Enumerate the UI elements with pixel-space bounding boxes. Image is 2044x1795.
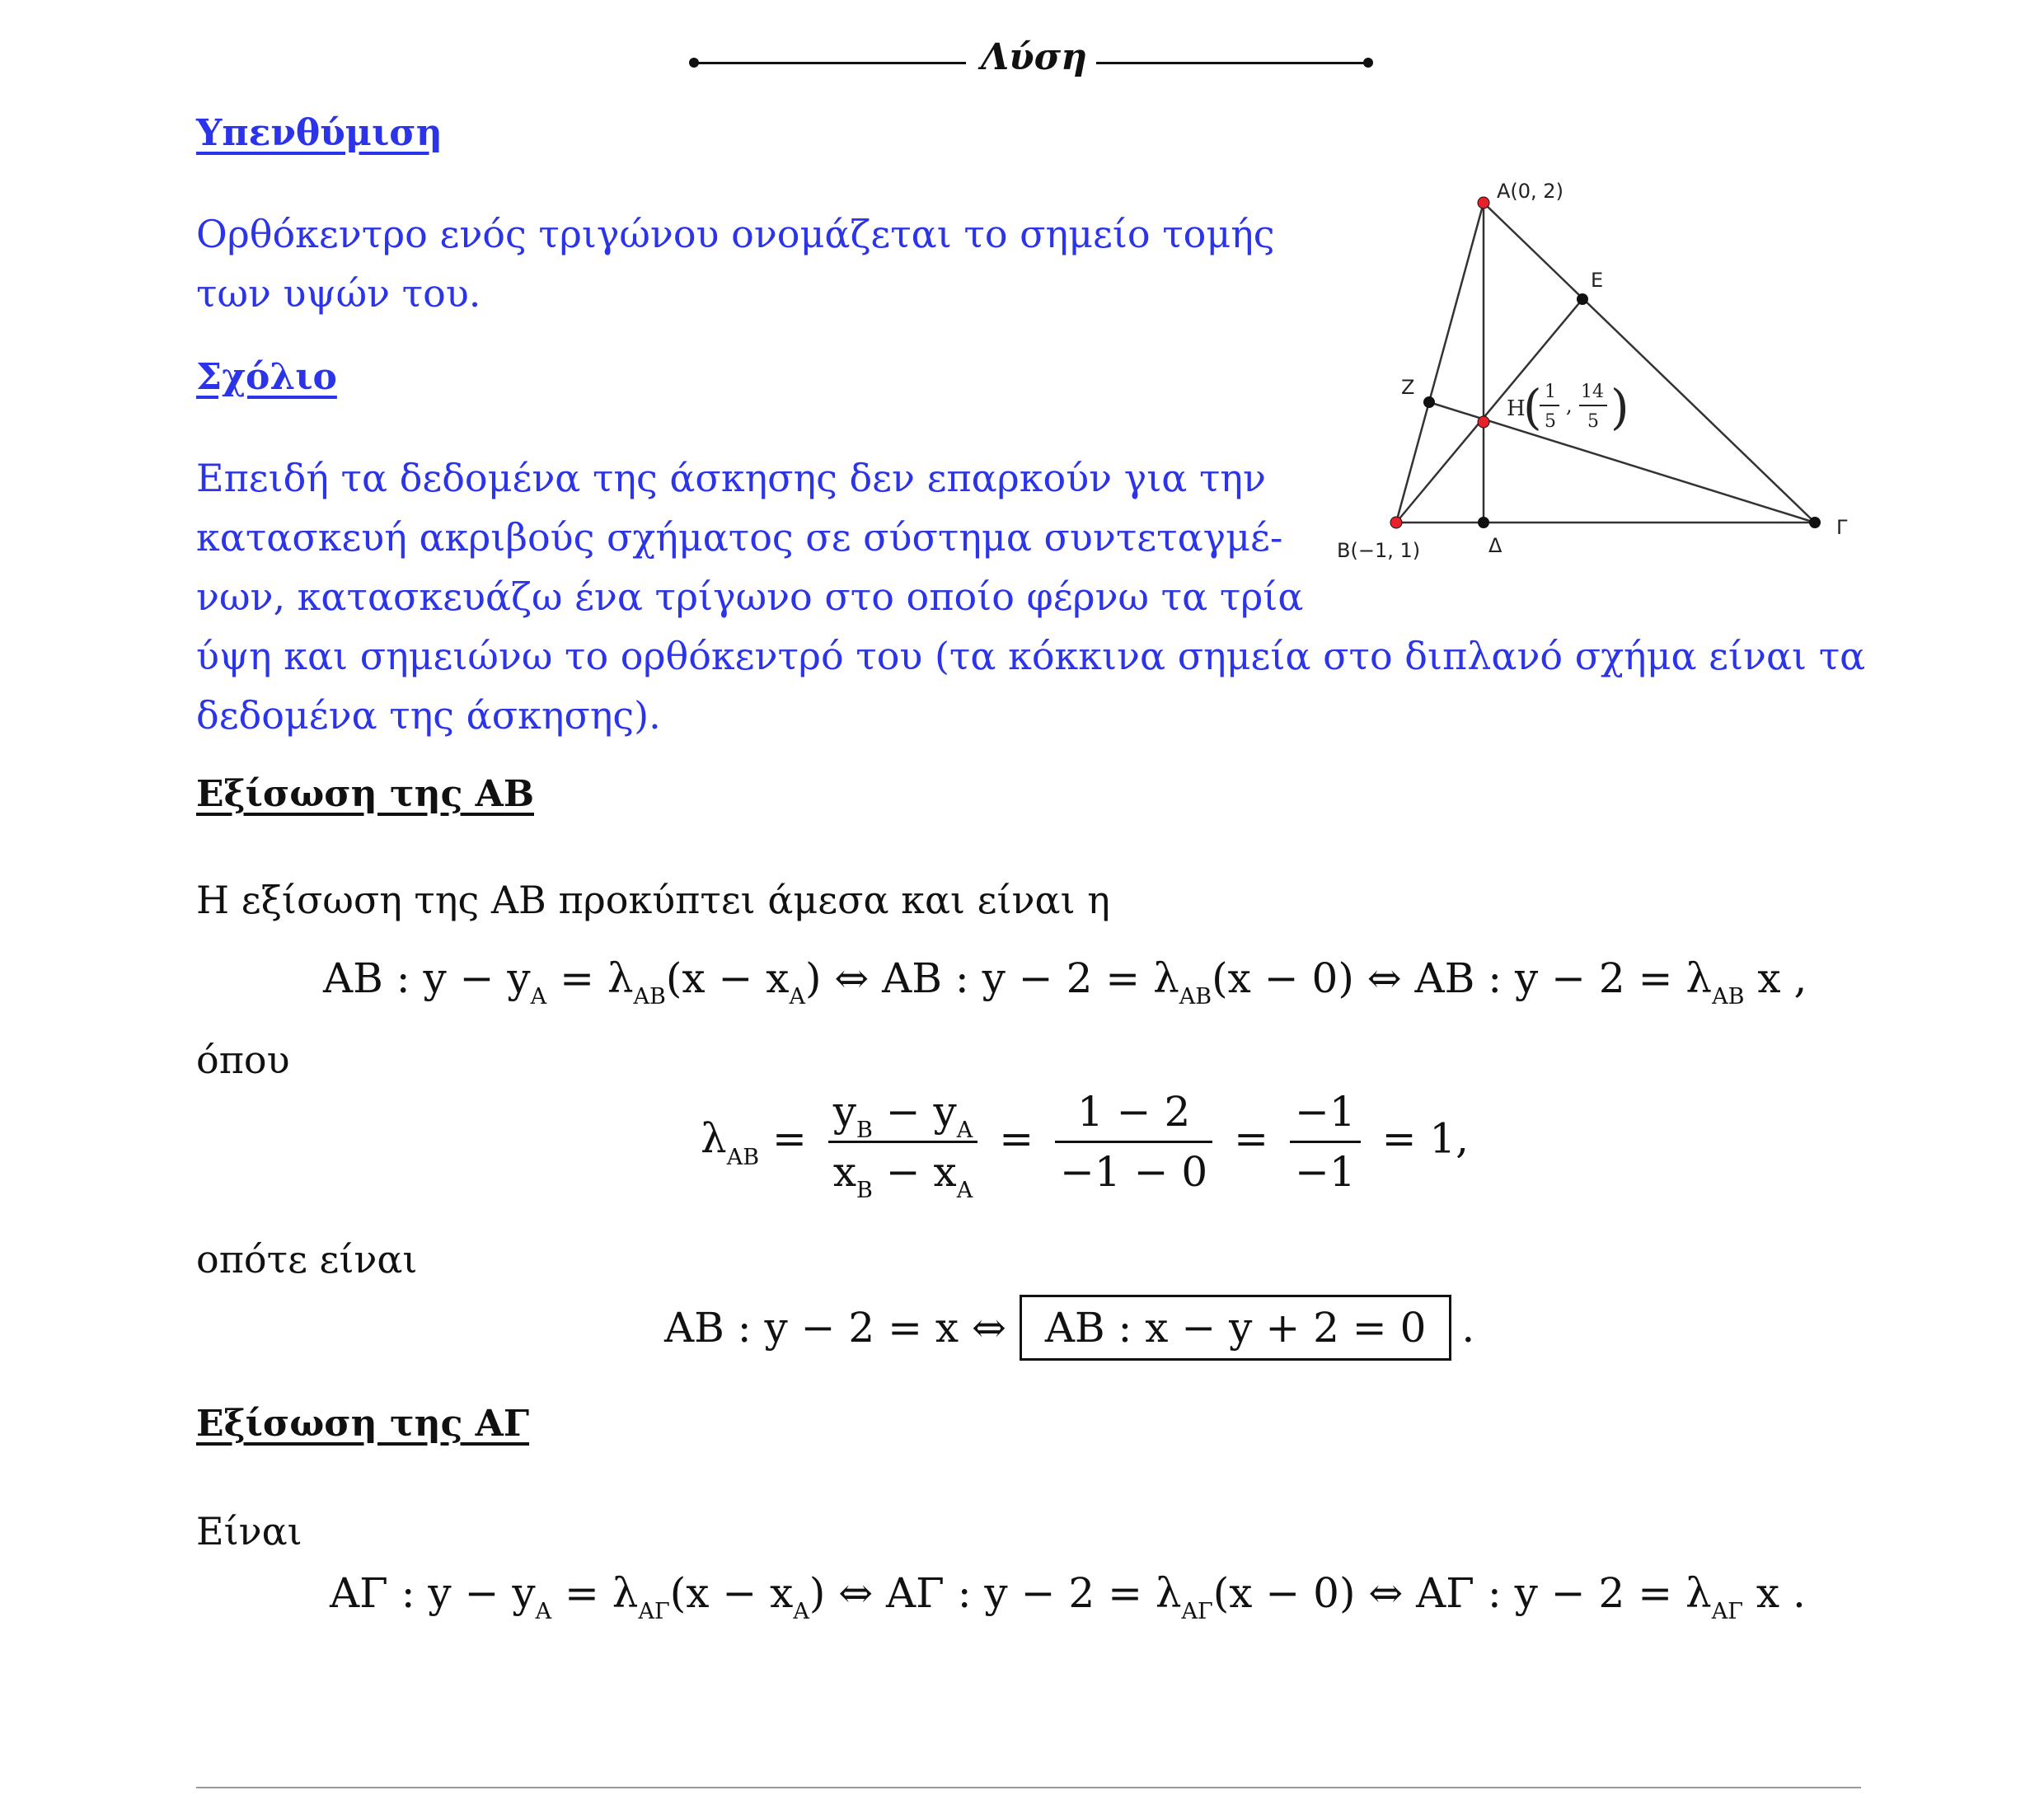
point-a xyxy=(1478,197,1489,209)
reminder-line-1: Ορθόκεντρο ενός τριγώνου ονομάζεται το σημείο τομής xyxy=(196,212,1275,256)
label-h-x-num: 1 xyxy=(1545,382,1556,402)
title-left-rule xyxy=(694,62,966,64)
label-a: A(0, 2) xyxy=(1497,180,1563,203)
section-ab-heading: Εξίσωση της ΑΒ xyxy=(196,773,535,815)
point-z xyxy=(1423,396,1435,408)
comment-heading: Σχόλιο xyxy=(196,356,337,398)
point-g xyxy=(1809,517,1821,528)
point-b xyxy=(1390,517,1402,528)
label-h: H xyxy=(1507,396,1526,421)
reminder-line-2: των υψών του. xyxy=(196,271,481,316)
section-ab-intro: Η εξίσωση της ΑΒ προκύπτει άμεσα και είναι η xyxy=(196,878,1110,922)
section-ag-heading: Εξίσωση της ΑΓ xyxy=(196,1403,530,1445)
slope-fraction-1-num: $y_B - y_A$ xyxy=(828,1088,978,1143)
slope-fraction-3-num: −1 xyxy=(1290,1088,1361,1143)
where-text: όπου xyxy=(196,1038,290,1082)
slope-fraction-1 xyxy=(828,1088,978,1203)
page-title: Λύση xyxy=(981,36,1088,78)
eq-final-end: . xyxy=(1461,1304,1475,1352)
equation-ab-line xyxy=(323,954,1807,1010)
title-right-rule xyxy=(1096,62,1368,64)
equation-ag-line xyxy=(330,1569,1806,1624)
label-h-x-den: 5 xyxy=(1545,411,1556,432)
label-e: E xyxy=(1591,269,1604,292)
eq-ag-part-4: ) ⇔ AΓ : y − 2 = λ xyxy=(809,1569,1182,1617)
equation-ab-final xyxy=(664,1304,1474,1352)
point-h xyxy=(1478,416,1489,428)
title-right-dot xyxy=(1363,58,1373,68)
eq-ab-part-2: = λ xyxy=(546,954,634,1002)
comment-line-1: Επειδή τα δεδομένα της άσκησης δεν επαρκούν για την xyxy=(196,456,1266,500)
side-ag xyxy=(1484,203,1815,523)
eq-ab-part-4: ) ⇔ AB : y − 2 = λ xyxy=(804,954,1179,1002)
label-g: Γ xyxy=(1836,516,1848,539)
section-ag-intro: Είναι xyxy=(196,1509,302,1554)
slope-eq-3: = xyxy=(1234,1114,1269,1163)
comment-line-3: νων, κατασκευάζω ένα τρίγωνο στο οποίο φέρνω τα τρία xyxy=(196,574,1304,619)
eq-final-boxed-result: AB : x − y + 2 = 0 xyxy=(1020,1295,1452,1361)
slope-fraction-1-den: $x_B - x_A$ xyxy=(832,1148,973,1203)
eq-ag-sub-4: AΓ xyxy=(1181,1599,1213,1624)
slope-fraction-2-num: 1 − 2 xyxy=(1055,1088,1212,1143)
label-h-paren-open: ( xyxy=(1523,379,1542,435)
comment-line-5: δεδομένα της άσκησης). xyxy=(196,693,661,738)
eq-ab-part-5: (x − 0) ⇔ AB : y − 2 = λ xyxy=(1212,954,1713,1002)
label-h-y-num: 14 xyxy=(1581,382,1604,402)
slope-fraction-2-den: −1 − 0 xyxy=(1060,1148,1208,1196)
orthocenter-figure xyxy=(1335,173,1863,569)
eq-ag-sub-1: A xyxy=(535,1599,552,1624)
so-text: οπότε είναι xyxy=(196,1237,418,1282)
slope-lhs-sub: AB xyxy=(726,1144,760,1170)
eq-ab-sub-4: AB xyxy=(1179,984,1212,1010)
slope-lhs: λ xyxy=(701,1114,727,1163)
eq-ag-part-2: = λ xyxy=(551,1569,639,1617)
eq-ab-sub-5: AB xyxy=(1712,984,1745,1010)
label-h-paren-close: ) xyxy=(1610,379,1629,435)
reminder-heading: Υπενθύμιση xyxy=(196,112,443,154)
label-h-y-den: 5 xyxy=(1587,411,1599,432)
slope-fraction-3 xyxy=(1290,1088,1361,1196)
comment-line-2: κατασκευή ακριβούς σχήματος σε σύστημα συντεταγμέ- xyxy=(196,515,1283,560)
point-d xyxy=(1478,517,1489,528)
slope-result: = 1, xyxy=(1381,1114,1470,1163)
comment-line-4: ύψη και σημειώνω το ορθόκεντρό του (τα κόκκινα σημεία στο διπλανό σχήμα είναι τα xyxy=(196,634,1866,678)
eq-ag-part-3: (x − x xyxy=(669,1569,794,1617)
label-b: B(−1, 1) xyxy=(1337,539,1421,562)
eq-ab-part-1: AB : y − y xyxy=(323,954,531,1002)
eq-ag-part-1: AΓ : y − y xyxy=(330,1569,536,1617)
eq-ab-sub-1: A xyxy=(530,984,547,1010)
slope-ab-equation xyxy=(701,1088,1470,1203)
footer-rule xyxy=(196,1787,1861,1788)
eq-ag-sub-3: A xyxy=(793,1599,809,1624)
label-d: Δ xyxy=(1488,534,1503,557)
label-h-comma: , xyxy=(1566,394,1573,417)
side-ab xyxy=(1396,203,1484,523)
label-z: Z xyxy=(1401,376,1415,399)
slope-fraction-2 xyxy=(1055,1088,1212,1196)
eq-final-left: AB : y − 2 = x ⇔ xyxy=(664,1304,1006,1352)
reminder-text xyxy=(196,204,1275,323)
eq-ab-part-3: (x − x xyxy=(665,954,790,1002)
slope-fraction-3-den: −1 xyxy=(1294,1148,1356,1196)
eq-ag-part-5: (x − 0) ⇔ AΓ : y − 2 = λ xyxy=(1212,1569,1712,1617)
eq-ag-sub-2: AΓ xyxy=(638,1599,670,1624)
eq-ab-part-6: x , xyxy=(1744,954,1807,1002)
eq-ag-sub-5: AΓ xyxy=(1711,1599,1743,1624)
point-e xyxy=(1577,293,1588,305)
eq-ab-sub-2: AB xyxy=(633,984,666,1010)
slope-eq-1: = xyxy=(771,1114,807,1163)
slope-eq-2: = xyxy=(999,1114,1034,1163)
eq-ag-part-6: x . xyxy=(1742,1569,1806,1617)
eq-ab-sub-3: A xyxy=(789,984,805,1010)
